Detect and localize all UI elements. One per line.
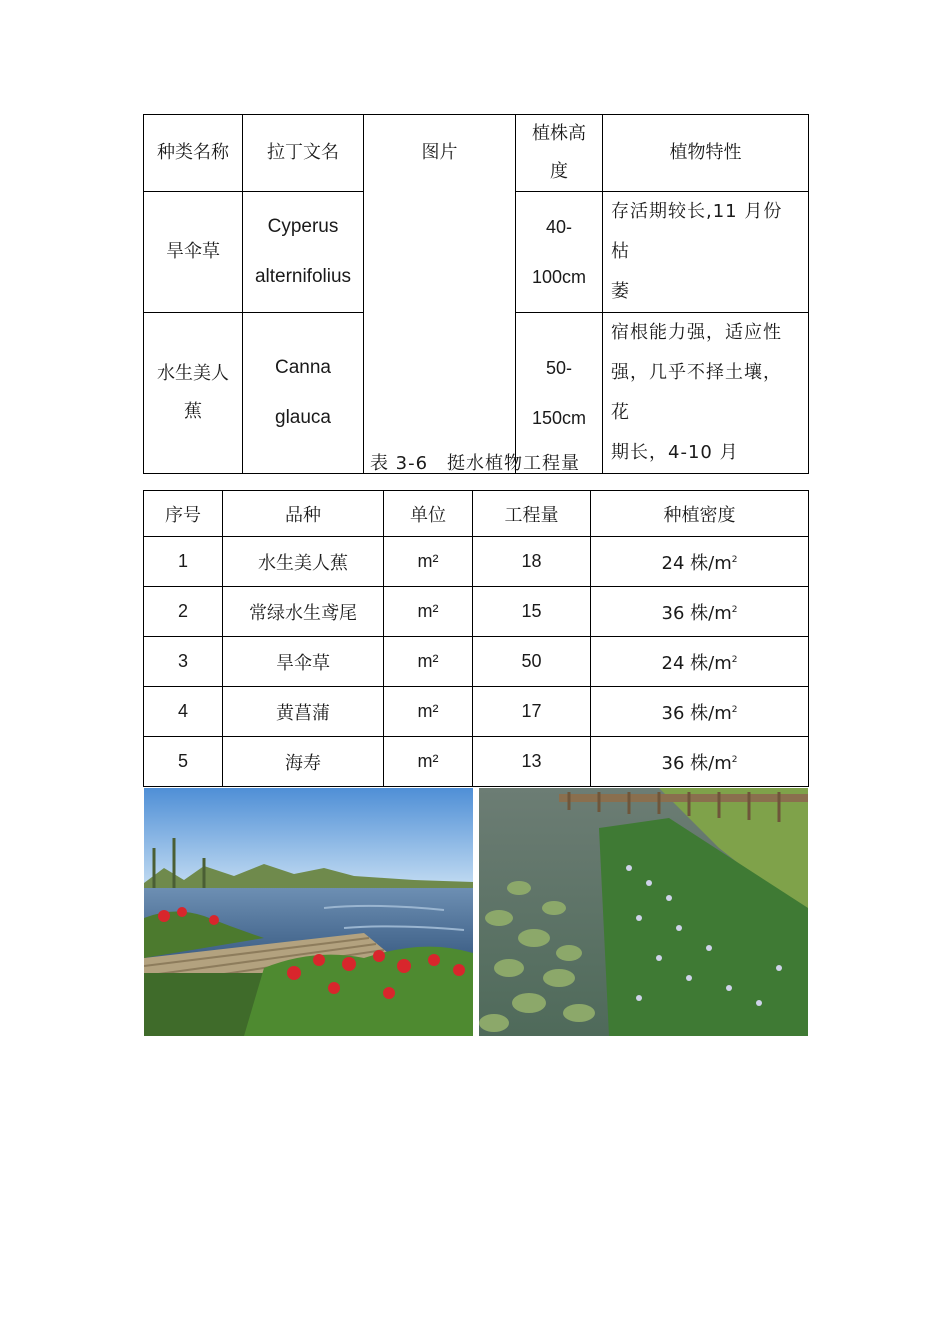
header-cell: 工程量 — [473, 491, 591, 537]
trait-cell — [603, 313, 809, 474]
height-cell — [516, 192, 603, 313]
row-number: 5 — [144, 737, 223, 787]
latin-line: Cyperus — [267, 216, 339, 237]
density-exponent: 2 — [731, 654, 738, 665]
header-cell: 图片 — [364, 115, 516, 192]
latin-line: Canna — [275, 357, 331, 378]
planting-quantity-table — [143, 490, 809, 787]
density-exponent: 2 — [731, 704, 738, 715]
row-number: 2 — [144, 587, 223, 637]
latin-name-cell — [243, 313, 364, 474]
header-cell: 种类名称 — [144, 115, 243, 192]
latin-line: alternifolius — [254, 266, 352, 287]
plant-traits-table — [143, 114, 809, 474]
row-number: 4 — [144, 687, 223, 737]
header-cell: 单位 — [384, 491, 473, 537]
density-value: 24 株/m — [661, 552, 732, 574]
trait-line: 期长，4-10 月 — [611, 442, 739, 463]
unit-cell: m² — [384, 537, 473, 587]
density-value: 36 株/m — [661, 702, 732, 724]
plant-name: 水生美人 — [157, 363, 229, 384]
quantity-cell: 18 — [473, 537, 591, 587]
density-cell — [591, 587, 809, 637]
quantity-cell: 13 — [473, 737, 591, 787]
plant-name-cell — [144, 313, 243, 474]
pond-plants-photo — [479, 788, 808, 1036]
table-row — [144, 687, 809, 737]
quantity-cell: 50 — [473, 637, 591, 687]
variety-cell: 旱伞草 — [223, 637, 384, 687]
density-exponent: 2 — [731, 554, 738, 565]
table-caption: 表 3-6 挺水植物工程量 — [369, 453, 581, 474]
density-cell — [591, 537, 809, 587]
height-line: 100cm — [531, 267, 587, 287]
height-line: 150cm — [531, 408, 587, 428]
density-cell — [591, 637, 809, 687]
latin-name-cell — [243, 192, 364, 313]
image-cell — [364, 192, 516, 474]
variety-cell: 海寿 — [223, 737, 384, 787]
density-exponent: 2 — [731, 604, 738, 615]
plant-name: 蕉 — [184, 401, 202, 422]
table-row — [144, 537, 809, 587]
quantity-cell: 17 — [473, 687, 591, 737]
unit-cell: m² — [384, 687, 473, 737]
table-row — [144, 637, 809, 687]
latin-line: glauca — [275, 407, 331, 428]
unit-cell: m² — [384, 637, 473, 687]
density-value: 36 株/m — [661, 602, 732, 624]
table-row — [144, 737, 809, 787]
header-cell — [516, 115, 603, 192]
table-header-row — [144, 491, 809, 537]
header-cell: 种植密度 — [591, 491, 809, 537]
height-cell — [516, 313, 603, 474]
quantity-cell: 15 — [473, 587, 591, 637]
density-value: 24 株/m — [661, 652, 732, 674]
density-exponent: 2 — [731, 754, 738, 765]
plant-name: 旱伞草 — [166, 241, 220, 262]
variety-cell: 常绿水生鸢尾 — [223, 587, 384, 637]
table-header-row — [144, 115, 809, 192]
height-line: 40- — [545, 217, 572, 237]
trait-cell — [603, 192, 809, 313]
header-cell: 序号 — [144, 491, 223, 537]
header-line: 植株高 — [532, 123, 586, 144]
density-value: 36 株/m — [661, 752, 732, 774]
row-number: 3 — [144, 637, 223, 687]
header-line: 度 — [550, 161, 568, 182]
lake-boardwalk-photo — [144, 788, 473, 1036]
variety-cell: 黄菖蒲 — [223, 687, 384, 737]
table-row — [144, 587, 809, 637]
header-cell: 品种 — [223, 491, 384, 537]
unit-cell: m² — [384, 737, 473, 787]
density-cell — [591, 737, 809, 787]
header-cell: 植物特性 — [603, 115, 809, 192]
row-number: 1 — [144, 537, 223, 587]
table-row — [144, 192, 809, 313]
header-cell: 拉丁文名 — [243, 115, 364, 192]
unit-cell: m² — [384, 587, 473, 637]
height-line: 50- — [545, 358, 572, 378]
density-cell — [591, 687, 809, 737]
plant-name-cell — [144, 192, 243, 313]
variety-cell: 水生美人蕉 — [223, 537, 384, 587]
trait-line: 萎 — [611, 281, 630, 302]
trait-line: 宿根能力强，适应性 — [611, 322, 782, 343]
trait-line: 强，几乎不择土壤，花 — [611, 362, 782, 423]
trait-line: 存活期较长,11 月份枯 — [611, 201, 783, 262]
